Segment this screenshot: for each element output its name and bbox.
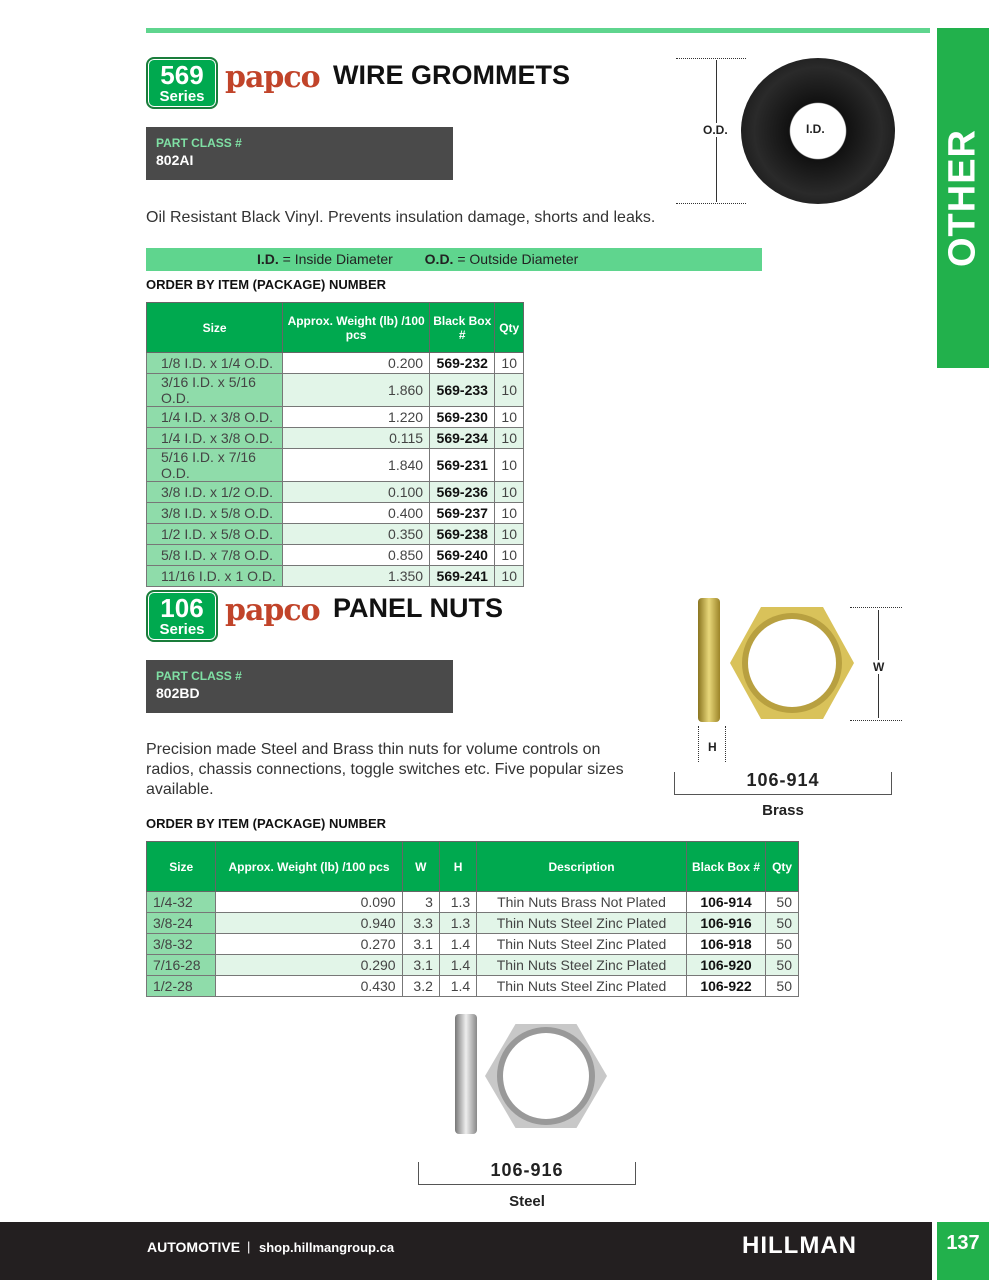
table-cell: 0.090 bbox=[216, 892, 402, 913]
table-cell: 10 bbox=[495, 524, 524, 545]
table-cell: 10 bbox=[495, 353, 524, 374]
order-heading: ORDER BY ITEM (PACKAGE) NUMBER bbox=[146, 816, 387, 831]
table-row bbox=[147, 353, 524, 374]
series-badge-569 bbox=[146, 57, 218, 109]
grommet-image bbox=[741, 58, 895, 204]
section-tab-label: OTHER bbox=[941, 129, 984, 267]
table-cell: 1.3 bbox=[439, 913, 476, 934]
table-row bbox=[147, 545, 524, 566]
column-header: W bbox=[402, 842, 439, 892]
id-label: I.D. bbox=[806, 122, 825, 136]
table-cell: 1/4-32 bbox=[147, 892, 216, 913]
grommets-table bbox=[146, 302, 524, 587]
papco-logo: papco bbox=[225, 60, 320, 95]
series-label: Series bbox=[159, 88, 205, 105]
part-class-box bbox=[146, 660, 453, 713]
series-label: Series bbox=[159, 621, 205, 638]
table-cell: 10 bbox=[495, 449, 524, 482]
table-cell: 569-237 bbox=[430, 503, 495, 524]
footer-separator: | bbox=[247, 1239, 251, 1254]
table-cell: 1.3 bbox=[439, 892, 476, 913]
table-cell: 569-233 bbox=[430, 374, 495, 407]
column-header: Black Box # bbox=[430, 303, 495, 353]
table-cell: 50 bbox=[766, 892, 799, 913]
table-row bbox=[147, 913, 799, 934]
table-cell: 569-240 bbox=[430, 545, 495, 566]
table-cell: 1.4 bbox=[439, 976, 476, 997]
table-cell: 569-241 bbox=[430, 566, 495, 587]
table-row bbox=[147, 892, 799, 913]
column-header: Size bbox=[147, 303, 283, 353]
column-header: Size bbox=[147, 842, 216, 892]
table-cell: 10 bbox=[495, 374, 524, 407]
column-header: H bbox=[439, 842, 476, 892]
legend-od-text: = Outside Diameter bbox=[457, 251, 579, 267]
table-cell: Thin Nuts Steel Zinc Plated bbox=[477, 913, 687, 934]
table-cell: 50 bbox=[766, 913, 799, 934]
table-cell: 569-238 bbox=[430, 524, 495, 545]
part-class-value: 802BD bbox=[156, 685, 200, 701]
table-cell: 1/2 I.D. x 5/8 O.D. bbox=[147, 524, 283, 545]
table-cell: 1/4 I.D. x 3/8 O.D. bbox=[147, 428, 283, 449]
table-header bbox=[147, 303, 524, 353]
table-cell: 0.940 bbox=[216, 913, 402, 934]
table-cell: 3.1 bbox=[402, 955, 439, 976]
papco-logo: papco bbox=[225, 593, 320, 628]
w-label: W bbox=[873, 660, 885, 674]
table-cell: 5/16 I.D. x 7/16 O.D. bbox=[147, 449, 283, 482]
column-header: Approx. Weight (lb) /100 pcs bbox=[216, 842, 402, 892]
table-cell: 1.860 bbox=[283, 374, 430, 407]
table-header bbox=[147, 842, 799, 892]
page-number: 137 bbox=[937, 1222, 989, 1280]
section-tab bbox=[937, 28, 989, 368]
order-heading: ORDER BY ITEM (PACKAGE) NUMBER bbox=[146, 277, 387, 292]
legend-id: I.D. bbox=[257, 251, 279, 267]
w-dimension bbox=[850, 607, 902, 721]
table-cell: 106-914 bbox=[686, 892, 765, 913]
hillman-logo: HILLMAN bbox=[742, 1232, 857, 1259]
footer-section: AUTOMOTIVE bbox=[147, 1239, 241, 1255]
column-header: Qty bbox=[495, 303, 524, 353]
table-cell: Thin Nuts Brass Not Plated bbox=[477, 892, 687, 913]
steel-nut-side-image bbox=[455, 1014, 477, 1134]
table-cell: 1/4 I.D. x 3/8 O.D. bbox=[147, 407, 283, 428]
table-cell: 1/8 I.D. x 1/4 O.D. bbox=[147, 353, 283, 374]
table-cell: 0.200 bbox=[283, 353, 430, 374]
part-class-label: PART CLASS # bbox=[156, 669, 242, 683]
column-header: Description bbox=[477, 842, 687, 892]
h-dimension bbox=[698, 726, 726, 762]
table-cell: 1.4 bbox=[439, 955, 476, 976]
table-cell: 0.430 bbox=[216, 976, 402, 997]
table-cell: 3 bbox=[402, 892, 439, 913]
brass-nut-side-image bbox=[698, 598, 720, 722]
table-cell: 0.270 bbox=[216, 934, 402, 955]
steel-item-number: 106-916 bbox=[490, 1160, 564, 1180]
part-class-value: 802AI bbox=[156, 152, 194, 168]
table-row bbox=[147, 934, 799, 955]
table-cell: 569-232 bbox=[430, 353, 495, 374]
h-label: H bbox=[708, 740, 717, 754]
table-row bbox=[147, 566, 524, 587]
table-cell: 569-230 bbox=[430, 407, 495, 428]
table-cell: 10 bbox=[495, 482, 524, 503]
table-row bbox=[147, 503, 524, 524]
product-description: Precision made Steel and Brass thin nuts for volume controls on radios, chassis connections, toggle switches etc. Five popular sizes available. bbox=[146, 741, 624, 798]
table-cell: 106-920 bbox=[686, 955, 765, 976]
brass-item-number: 106-914 bbox=[746, 770, 820, 790]
table-row bbox=[147, 428, 524, 449]
table-row bbox=[147, 482, 524, 503]
table-cell: 0.400 bbox=[283, 503, 430, 524]
part-class-box bbox=[146, 127, 453, 180]
table-cell: 1.840 bbox=[283, 449, 430, 482]
table-cell: 3.3 bbox=[402, 913, 439, 934]
table-cell: 10 bbox=[495, 428, 524, 449]
table-cell: 0.350 bbox=[283, 524, 430, 545]
table-row bbox=[147, 976, 799, 997]
legend-id-text: = Inside Diameter bbox=[282, 251, 393, 267]
part-class-label: PART CLASS # bbox=[156, 136, 242, 150]
product-title: PANEL NUTS bbox=[333, 593, 504, 623]
table-cell: Thin Nuts Steel Zinc Plated bbox=[477, 955, 687, 976]
table-cell: 1/2-28 bbox=[147, 976, 216, 997]
column-header: Black Box # bbox=[686, 842, 765, 892]
column-header: Approx. Weight (lb) /100 pcs bbox=[283, 303, 430, 353]
legend-od: O.D. bbox=[424, 251, 454, 267]
table-cell: 3/8-24 bbox=[147, 913, 216, 934]
table-cell: 50 bbox=[766, 976, 799, 997]
column-header: Qty bbox=[766, 842, 799, 892]
table-row bbox=[147, 524, 524, 545]
table-cell: 0.100 bbox=[283, 482, 430, 503]
footer-url[interactable]: shop.hillmangroup.ca bbox=[259, 1240, 395, 1255]
table-cell: 569-231 bbox=[430, 449, 495, 482]
top-rule bbox=[146, 28, 930, 33]
table-cell: 3/8-32 bbox=[147, 934, 216, 955]
table-cell: 10 bbox=[495, 503, 524, 524]
steel-nut-image bbox=[485, 1024, 607, 1128]
table-cell: 50 bbox=[766, 955, 799, 976]
table-cell: Thin Nuts Steel Zinc Plated bbox=[477, 976, 687, 997]
table-cell: 10 bbox=[495, 407, 524, 428]
table-cell: 50 bbox=[766, 934, 799, 955]
table-row bbox=[147, 407, 524, 428]
table-cell: 106-916 bbox=[686, 913, 765, 934]
steel-label: Steel bbox=[509, 1193, 545, 1210]
table-cell: 0.850 bbox=[283, 545, 430, 566]
brass-label: Brass bbox=[762, 802, 804, 819]
table-cell: 1.350 bbox=[283, 566, 430, 587]
table-cell: 569-234 bbox=[430, 428, 495, 449]
series-number: 106 bbox=[160, 593, 204, 623]
table-row bbox=[147, 955, 799, 976]
table-cell: 569-236 bbox=[430, 482, 495, 503]
table-cell: 0.115 bbox=[283, 428, 430, 449]
table-cell: 3/8 I.D. x 5/8 O.D. bbox=[147, 503, 283, 524]
table-cell: 3.2 bbox=[402, 976, 439, 997]
table-cell: 106-922 bbox=[686, 976, 765, 997]
table-cell: 3/16 I.D. x 5/16 O.D. bbox=[147, 374, 283, 407]
footer bbox=[0, 1222, 932, 1280]
table-cell: 5/8 I.D. x 7/8 O.D. bbox=[147, 545, 283, 566]
table-cell: 0.290 bbox=[216, 955, 402, 976]
table-cell: 1.220 bbox=[283, 407, 430, 428]
series-number: 569 bbox=[160, 60, 204, 90]
table-row bbox=[147, 449, 524, 482]
table-cell: 3/8 I.D. x 1/2 O.D. bbox=[147, 482, 283, 503]
table-cell: 10 bbox=[495, 566, 524, 587]
brass-nut-image bbox=[730, 607, 854, 719]
panel-nuts-table bbox=[146, 841, 799, 997]
table-cell: Thin Nuts Steel Zinc Plated bbox=[477, 934, 687, 955]
table-cell: 1.4 bbox=[439, 934, 476, 955]
table-cell: 7/16-28 bbox=[147, 955, 216, 976]
table-cell: 106-918 bbox=[686, 934, 765, 955]
table-row bbox=[147, 374, 524, 407]
table-cell: 3.1 bbox=[402, 934, 439, 955]
product-description: Oil Resistant Black Vinyl. Prevents insulation damage, shorts and leaks. bbox=[146, 209, 656, 226]
table-cell: 11/16 I.D. x 1 O.D. bbox=[147, 566, 283, 587]
diameter-legend bbox=[146, 248, 762, 271]
od-label: O.D. bbox=[703, 123, 728, 137]
product-title: WIRE GROMMETS bbox=[333, 60, 570, 90]
series-badge-106 bbox=[146, 590, 218, 642]
table-cell: 10 bbox=[495, 545, 524, 566]
